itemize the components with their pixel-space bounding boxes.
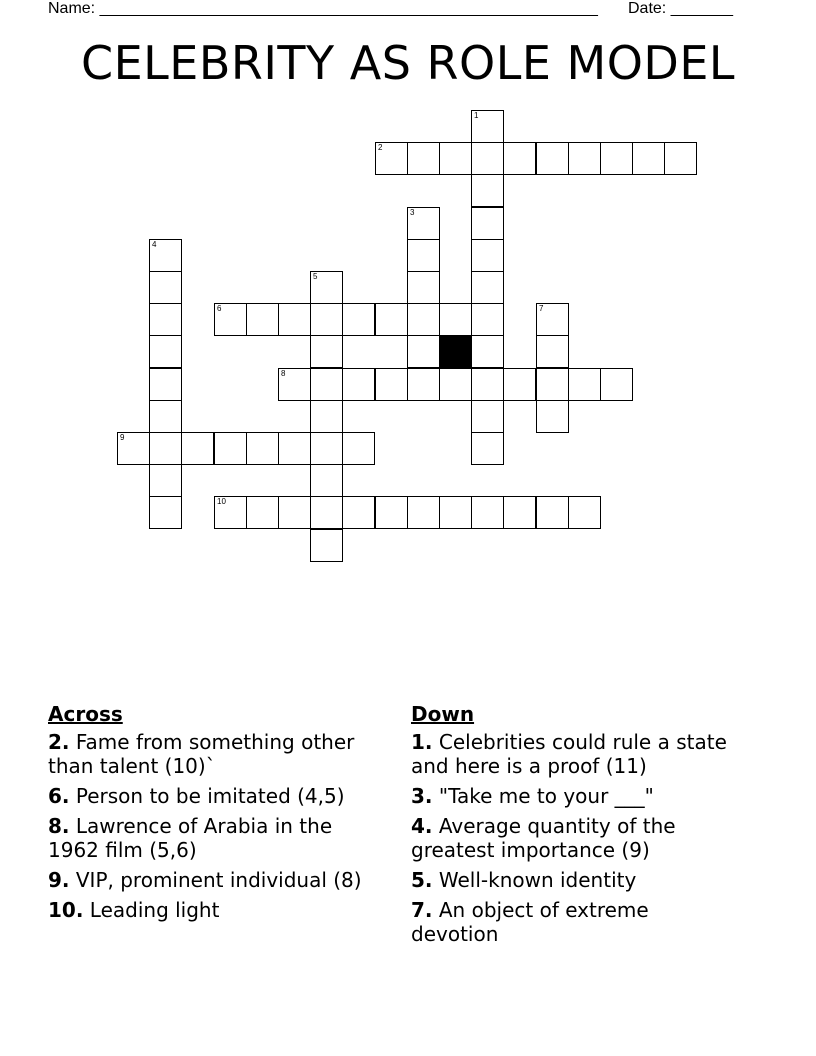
crossword-cell[interactable]: [471, 335, 504, 368]
crossword-cell[interactable]: [471, 239, 504, 272]
crossword-cell[interactable]: [246, 303, 279, 336]
crossword-cell[interactable]: [310, 303, 343, 336]
crossword-cell[interactable]: [536, 303, 569, 336]
crossword-cell[interactable]: [471, 207, 504, 240]
crossword-cell[interactable]: [117, 432, 150, 465]
crossword-cell[interactable]: [149, 464, 182, 497]
crossword-cell[interactable]: [342, 303, 375, 336]
cell-number: 3: [410, 208, 415, 217]
crossword-block-cell: [439, 335, 472, 368]
cell-number: 1: [474, 111, 479, 120]
crossword-cell[interactable]: [149, 496, 182, 529]
down-clue-list: [411, 730, 741, 946]
crossword-cell[interactable]: [181, 432, 214, 465]
across-heading: Across: [48, 702, 123, 726]
crossword-cell[interactable]: [342, 368, 375, 401]
crossword-cell[interactable]: [214, 303, 247, 336]
down-heading: Down: [411, 702, 475, 726]
across-clue: [48, 730, 378, 778]
clue-number: 2.: [48, 730, 70, 754]
crossword-cell[interactable]: [536, 368, 569, 401]
crossword-cell[interactable]: [471, 432, 504, 465]
clue-text: Leading light: [83, 898, 220, 922]
crossword-cell[interactable]: [278, 496, 311, 529]
crossword-cell[interactable]: [439, 496, 472, 529]
crossword-cell[interactable]: [503, 496, 536, 529]
crossword-cell[interactable]: [407, 239, 440, 272]
down-clues: [411, 702, 741, 952]
down-clue: [411, 730, 741, 778]
cell-number: 8: [281, 369, 286, 378]
crossword-cell[interactable]: [149, 303, 182, 336]
crossword-cell[interactable]: [664, 142, 697, 175]
crossword-cell[interactable]: [310, 464, 343, 497]
crossword-cell[interactable]: [278, 303, 311, 336]
crossword-cell[interactable]: [278, 432, 311, 465]
crossword-cell[interactable]: [310, 368, 343, 401]
clue-number: 4.: [411, 814, 433, 838]
crossword-cell[interactable]: [568, 142, 601, 175]
crossword-cell[interactable]: [407, 271, 440, 304]
crossword-cell[interactable]: [214, 496, 247, 529]
across-clue-list: [48, 730, 378, 922]
cell-number: 2: [378, 143, 383, 152]
clue-number: 8.: [48, 814, 70, 838]
clue-number: 6.: [48, 784, 70, 808]
crossword-cell[interactable]: [568, 368, 601, 401]
crossword-cell[interactable]: [149, 400, 182, 433]
crossword-cell[interactable]: [407, 303, 440, 336]
crossword-cell[interactable]: [536, 335, 569, 368]
crossword-cell[interactable]: [471, 174, 504, 207]
cell-number: 7: [539, 304, 544, 313]
down-clue: [411, 868, 741, 892]
clue-number: 3.: [411, 784, 433, 808]
crossword-cell[interactable]: [149, 271, 182, 304]
crossword-cell[interactable]: [149, 335, 182, 368]
crossword-cell[interactable]: [342, 432, 375, 465]
crossword-cell[interactable]: [407, 142, 440, 175]
down-clue: [411, 784, 741, 808]
clue-text: Fame from something other than talent (10)`: [48, 730, 355, 778]
crossword-cell[interactable]: [246, 432, 279, 465]
crossword-cell[interactable]: [568, 496, 601, 529]
crossword-cell[interactable]: [471, 271, 504, 304]
crossword-cell[interactable]: [310, 432, 343, 465]
clue-number: 1.: [411, 730, 433, 754]
date-field-label: Date: _______: [628, 0, 733, 17]
crossword-cell[interactable]: [439, 142, 472, 175]
clue-text: "Take me to your ___": [432, 784, 654, 808]
crossword-cell[interactable]: [471, 400, 504, 433]
crossword-cell[interactable]: [600, 368, 633, 401]
crossword-cell[interactable]: [310, 529, 343, 562]
name-field-label: Name: ________________________________________________________: [48, 0, 598, 17]
down-clue: [411, 898, 741, 946]
crossword-cell[interactable]: [471, 368, 504, 401]
crossword-cell[interactable]: [375, 303, 408, 336]
crossword-cell[interactable]: [407, 368, 440, 401]
down-clue: [411, 814, 741, 862]
crossword-cell[interactable]: [375, 142, 408, 175]
crossword-cell[interactable]: [536, 142, 569, 175]
crossword-cell[interactable]: [536, 400, 569, 433]
clue-text: Lawrence of Arabia in the 1962 film (5,6): [48, 814, 333, 862]
clue-text: Person to be imitated (4,5): [69, 784, 345, 808]
crossword-cell[interactable]: [503, 142, 536, 175]
clue-number: 10.: [48, 898, 84, 922]
crossword-cell[interactable]: [342, 496, 375, 529]
crossword-cell[interactable]: [278, 368, 311, 401]
crossword-cell[interactable]: [246, 496, 279, 529]
crossword-cell[interactable]: [375, 496, 408, 529]
crossword-cell[interactable]: [439, 303, 472, 336]
crossword-cell[interactable]: [149, 432, 182, 465]
crossword-cell[interactable]: [407, 496, 440, 529]
page-title: CELEBRITY AS ROLE MODEL: [80, 36, 736, 90]
crossword-cell[interactable]: [471, 303, 504, 336]
crossword-cell[interactable]: [407, 207, 440, 240]
clue-text: Average quantity of the greatest importance (9): [411, 814, 676, 862]
crossword-cell[interactable]: [214, 432, 247, 465]
clue-number: 9.: [48, 868, 70, 892]
across-clue: [48, 814, 378, 862]
clue-number: 7.: [411, 898, 433, 922]
crossword-cell[interactable]: [310, 271, 343, 304]
clue-text: VIP, prominent individual (8): [69, 868, 362, 892]
clue-text: Well-known identity: [432, 868, 637, 892]
crossword-cell[interactable]: [375, 368, 408, 401]
clue-number: 5.: [411, 868, 433, 892]
crossword-cell[interactable]: [407, 335, 440, 368]
crossword-cell[interactable]: [632, 142, 665, 175]
crossword-cell[interactable]: [471, 142, 504, 175]
crossword-cell[interactable]: [310, 496, 343, 529]
crossword-cell[interactable]: [536, 496, 569, 529]
cell-number: 4: [152, 240, 157, 249]
cell-number: 9: [120, 433, 125, 442]
crossword-cell[interactable]: [600, 142, 633, 175]
crossword-cell[interactable]: [503, 368, 536, 401]
crossword-cell[interactable]: [439, 368, 472, 401]
across-clue: [48, 898, 378, 922]
clue-text: Celebrities could rule a state and here is a proof (11): [411, 730, 727, 778]
cell-number: 5: [313, 272, 318, 281]
across-clue: [48, 784, 378, 808]
crossword-cell[interactable]: [149, 239, 182, 272]
across-clues: [48, 702, 378, 928]
across-clue: [48, 868, 378, 892]
crossword-cell[interactable]: [471, 496, 504, 529]
crossword-cell[interactable]: [310, 335, 343, 368]
crossword-cell[interactable]: [149, 368, 182, 401]
crossword-cell[interactable]: [471, 110, 504, 143]
cell-number: 6: [217, 304, 222, 313]
clue-text: An object of extreme devotion: [411, 898, 649, 946]
cell-number: 10: [217, 497, 226, 506]
crossword-cell[interactable]: [310, 400, 343, 433]
